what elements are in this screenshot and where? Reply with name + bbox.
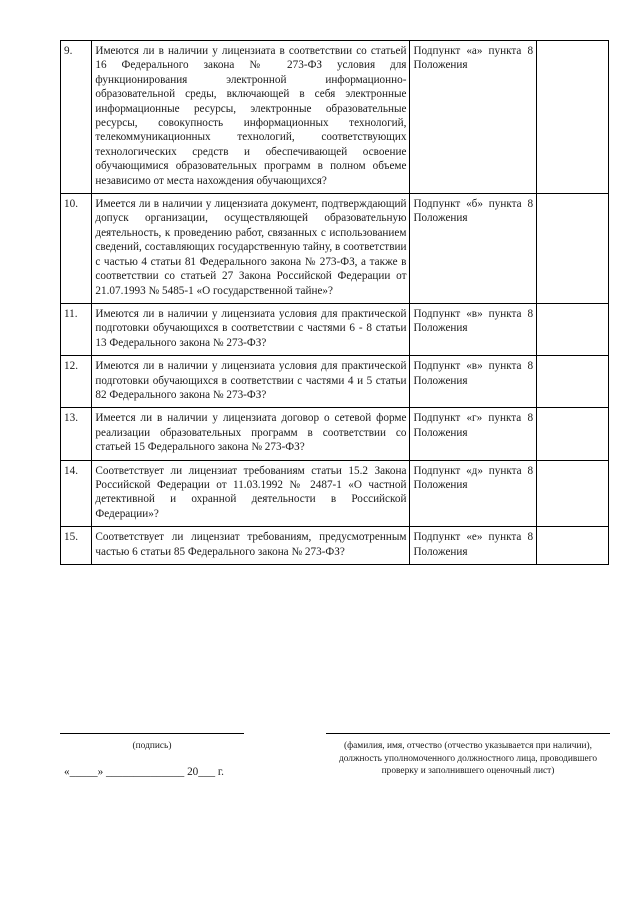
date-line: «_____» ______________ 20___ г. xyxy=(64,766,224,778)
row-question: Имеются ли в наличии у лицензиата в соответствии со статьей 16 Федерального закона № 273-ФЗ условия для функционирования электронной информационно-образовательной среды, включающей в себя электронные информационные ресурсы, электронные образовательные ресурсы, совокупность информационных технологий, телекоммуникационных технологий, соответствующих технологических средств и обеспечивающей освоение обучающимися образовательных программ в полном объеме независимо от места нахождения обучающихся? xyxy=(92,41,410,194)
row-answer-cell xyxy=(537,408,609,460)
row-question: Имеются ли в наличии у лицензиата условия для практической подготовки обучающихся в соответствии с частями 6 - 8 статьи 13 Федерального закона № 273-ФЗ? xyxy=(92,303,410,355)
signature-caption: (подпись) xyxy=(132,741,172,751)
row-legal-basis: Подпункт «е» пункта 8 Положения xyxy=(410,527,537,565)
row-question: Соответствует ли лицензиат требованиям статьи 15.2 Закона Российской Федерации от 11.03.1992 № 2487-1 «О частной детективной и охранной деятельности в Российской Федерации»? xyxy=(92,460,410,527)
checklist-table xyxy=(60,40,609,565)
name-position-line xyxy=(326,733,610,734)
row-answer-cell xyxy=(537,303,609,355)
table-row xyxy=(61,408,609,460)
row-number: 9. xyxy=(61,41,92,194)
name-position-caption: (фамилия, имя, отчество (отчество указывается при наличии), должность уполномоченного должностного лица, проводившего проверку и заполнившего оценочный лист) xyxy=(338,741,598,776)
row-answer-cell xyxy=(537,460,609,527)
table-row xyxy=(61,527,609,565)
row-number: 15. xyxy=(61,527,92,565)
row-legal-basis: Подпункт «в» пункта 8 Положения xyxy=(410,303,537,355)
checklist-table-body xyxy=(61,41,609,565)
table-row xyxy=(61,460,609,527)
row-number: 10. xyxy=(61,194,92,304)
signature-line xyxy=(60,733,244,734)
row-legal-basis: Подпункт «в» пункта 8 Положения xyxy=(410,356,537,408)
row-answer-cell xyxy=(537,41,609,194)
row-legal-basis: Подпункт «г» пункта 8 Положения xyxy=(410,408,537,460)
row-number: 13. xyxy=(61,408,92,460)
row-legal-basis: Подпункт «а» пункта 8 Положения xyxy=(410,41,537,194)
row-question: Соответствует ли лицензиат требованиям, предусмотренным частью 6 статьи 85 Федерального закона № 273-ФЗ? xyxy=(92,527,410,565)
row-legal-basis: Подпункт «д» пункта 8 Положения xyxy=(410,460,537,527)
row-answer-cell xyxy=(537,356,609,408)
row-answer-cell xyxy=(537,194,609,304)
row-question: Имеется ли в наличии у лицензиата документ, подтверждающий допуск организации, осуществляющей образовательную деятельность, к проведению работ, связанных с использованием сведений, составляющих государственную тайну, в соответствии с частью 4 статьи 81 Федерального закона № 273-ФЗ, а также в соответствии со статьей 27 Закона Российской Федерации от 21.07.1993 № 5485-1 «О государственной тайне»? xyxy=(92,194,410,304)
row-number: 11. xyxy=(61,303,92,355)
table-row xyxy=(61,356,609,408)
table-row xyxy=(61,303,609,355)
row-legal-basis: Подпункт «б» пункта 8 Положения xyxy=(410,194,537,304)
row-answer-cell xyxy=(537,527,609,565)
row-number: 12. xyxy=(61,356,92,408)
table-row xyxy=(61,194,609,304)
table-row xyxy=(61,41,609,194)
row-question: Имеются ли в наличии у лицензиата условия для практической подготовки обучающихся в соответствии с частями 4 и 5 статьи 82 Федерального закона № 273-ФЗ? xyxy=(92,356,410,408)
row-number: 14. xyxy=(61,460,92,527)
row-question: Имеется ли в наличии у лицензиата договор о сетевой форме реализации образовательных программ в соответствии со статьей 15 Федерального закона № 273-ФЗ? xyxy=(92,408,410,460)
